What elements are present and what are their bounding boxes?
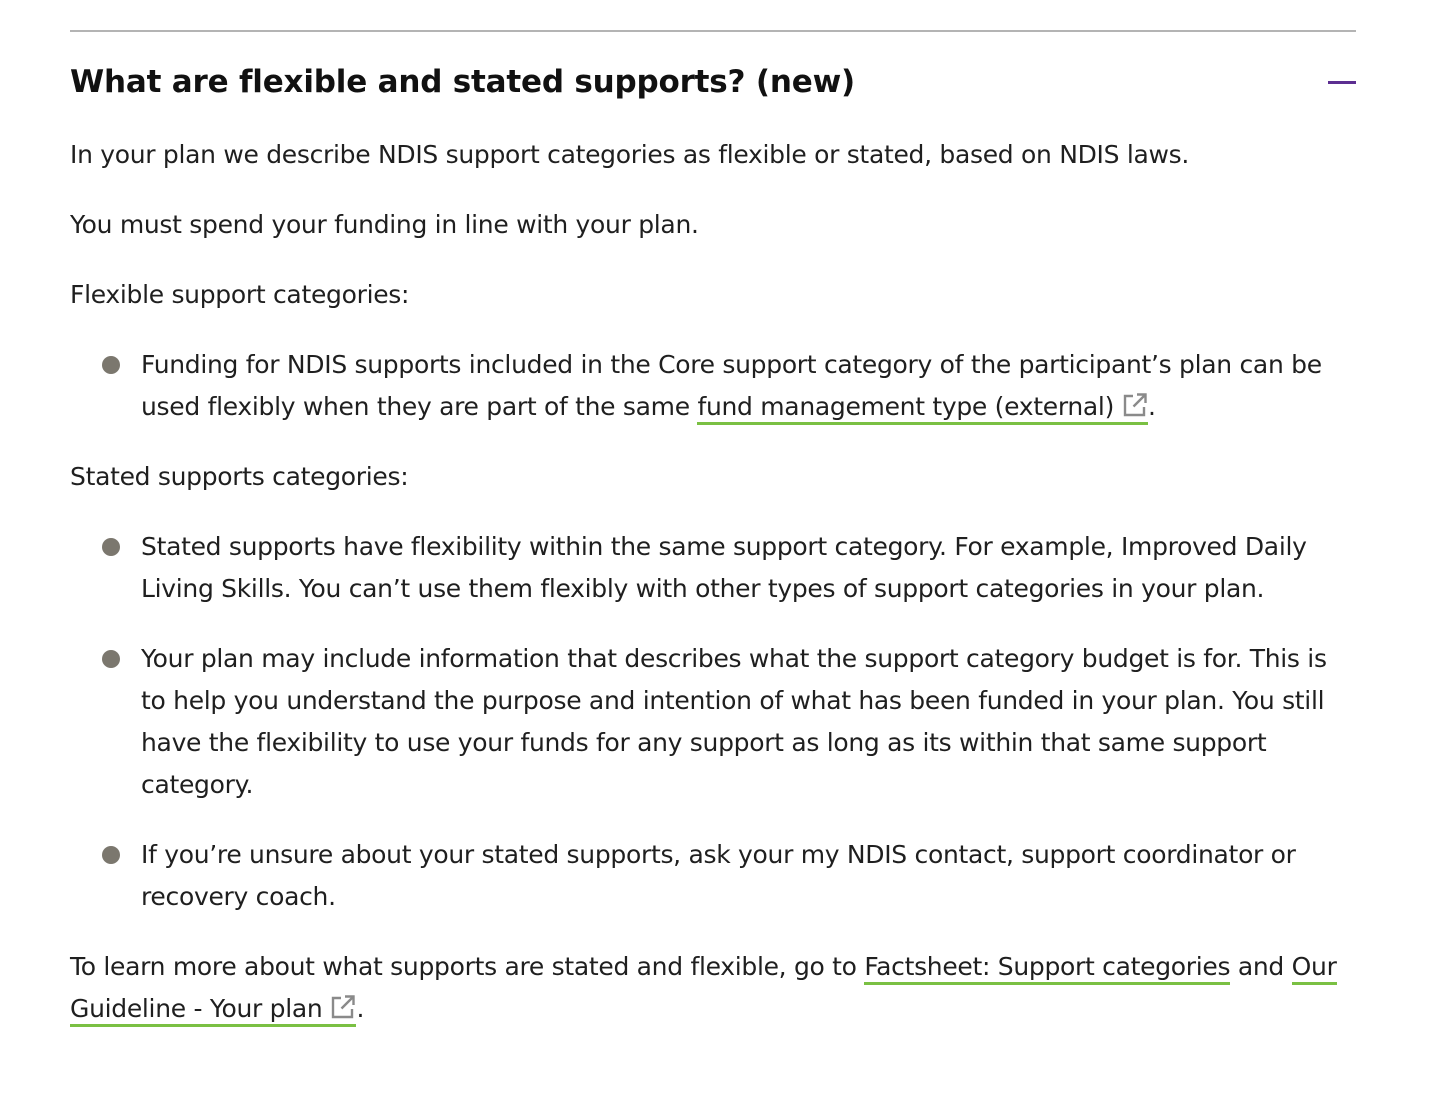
accordion-header[interactable] [70,32,1356,134]
list-item-text: Funding for NDIS supports included in the Core support category of the participant’s plan can be used flexibly when they are part of the same [141,350,1322,421]
stated-heading: Stated supports categories: [70,462,409,491]
learn-more-paragraph [70,946,1356,1030]
accordion-section [70,30,1356,1058]
list-item [70,526,1356,610]
fund-management-type-link[interactable] [697,392,1148,425]
link-text: fund management type (external) [697,392,1115,421]
accordion-title[interactable]: What are flexible and stated supports? (new) [70,64,855,100]
bullet-icon [102,846,120,864]
list-item-text: Stated supports have flexibility within the same support category. For example, Improved Daily Living Skills. You can’t use them flexibly with other types of support categories in your plan. [141,532,1307,603]
list-item-text: If you’re unsure about your stated supports, ask your my NDIS contact, support coordinator or recovery coach. [141,840,1296,911]
flexible-heading: Flexible support categories: [70,280,410,309]
intro-paragraph: In your plan we describe NDIS support categories as flexible or stated, based on NDIS laws. [70,140,1190,169]
collapse-button[interactable] [1328,68,1356,92]
minus-icon [1328,81,1356,84]
list-item-suffix: . [1148,392,1156,421]
learn-more-suffix: . [356,994,365,1023]
external-link-icon [1122,392,1148,418]
list-item-text: Your plan may include information that describes what the support category budget is for. This is to help you understand the purpose and intention of what has been funded in your plan. You still have the flexibility to use your funds for any support as long as its within that same support category. [141,644,1327,799]
list-item [70,638,1356,806]
bullet-icon [102,650,120,668]
flexible-list [70,344,1356,428]
bullet-icon [102,356,120,374]
list-item [70,834,1356,918]
stated-list [70,526,1356,918]
factsheet-support-categories-link[interactable]: Factsheet: Support categories [864,952,1230,985]
list-item [70,344,1356,428]
learn-more-and: and [1230,952,1292,981]
learn-more-text: To learn more about what supports are stated and flexible, go to [70,952,865,981]
spend-paragraph: You must spend your funding in line with your plan. [70,210,699,239]
external-link-icon [330,994,356,1020]
link-text: Our Guideline - Your plan [70,952,1337,1023]
accordion-body [70,134,1356,1030]
bullet-icon [102,538,120,556]
